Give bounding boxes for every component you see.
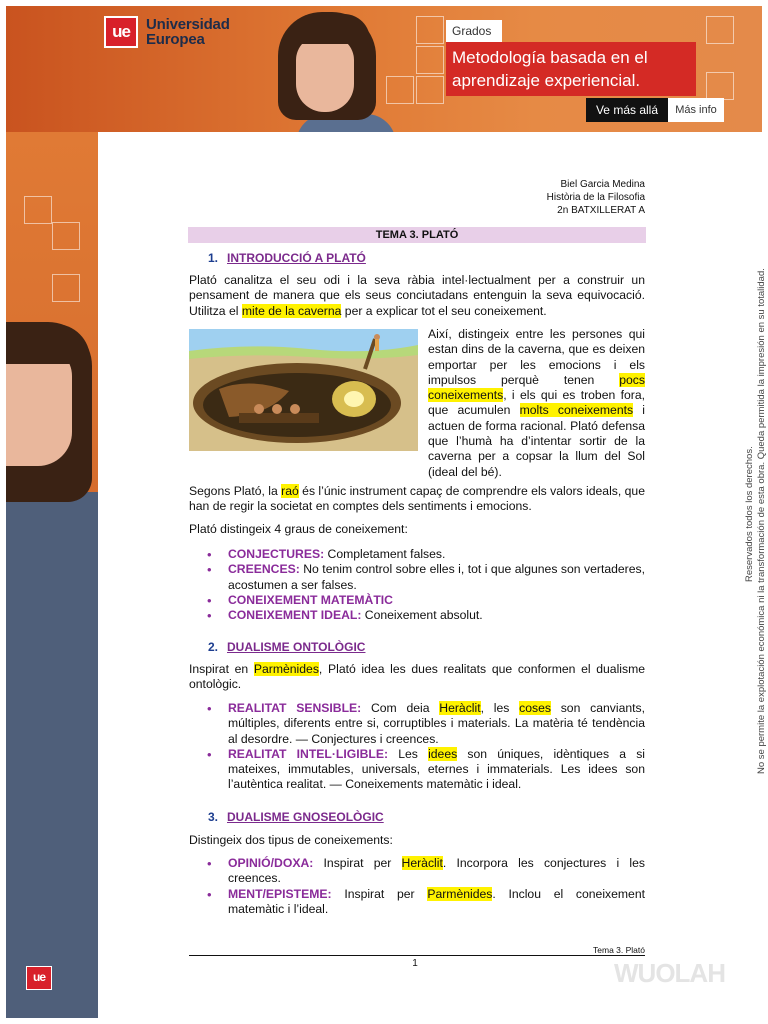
section-heading-3: 3. DUALISME GNOSEOLÒGIC <box>208 810 384 824</box>
list-item: • CONEIXEMENT MATEMÀTIC <box>207 592 393 608</box>
list-item: • REALITAT INTEL·LIGIBLE: Les idees son úniques, idèntiques a si mateixes, immutables, universals, eternes i immaterials. Les idees son l’autèntica realitat. — Coneixements matemàtic i ideal. <box>207 746 645 792</box>
grid-square <box>416 16 444 44</box>
subject-name: Història de la Filosofia <box>546 192 645 203</box>
wuolah-watermark: WUOLAH <box>614 958 725 988</box>
ue-logo[interactable]: ue <box>104 16 138 48</box>
grid-square <box>416 76 444 104</box>
author-name: Biel Garcia Medina <box>560 179 645 190</box>
ue-logo-small[interactable]: ue <box>26 966 52 990</box>
list-item: • CONJECTURES: Completament falses. <box>207 547 446 562</box>
document-title: TEMA 3. PLATÓ <box>188 227 646 243</box>
section-heading-1: 1. INTRODUCCIÓ A PLATÓ <box>208 251 366 265</box>
ad-banner-left[interactable] <box>6 132 98 1018</box>
footer-divider <box>189 955 645 956</box>
paragraph: Plató distingeix 4 graus de coneixement: <box>189 522 408 536</box>
list-item: • CONEIXEMENT IDEAL: Coneixement absolut. <box>207 608 483 624</box>
document-header <box>480 178 645 217</box>
paragraph: Segons Plató, la raó és l’únic instrument capaç de comprendre els valors ideals, que han de regir la societat en comptes dels sentiments i emocions. <box>189 484 645 514</box>
brand-name: Universidad Europea <box>146 16 230 48</box>
list-item: • REALITAT SENSIBLE: Com deia Heràclit, les coses son canviants, múltiples, diferents entre si, corruptibles i materials. La matèria té tendència al desordre. — Conjectures i creences. <box>207 701 646 746</box>
grid-square <box>52 274 80 302</box>
footer-title: Tema 3. Plató <box>593 945 645 955</box>
grid-square <box>24 196 52 224</box>
cave-allegory-image <box>189 329 418 451</box>
rights-notice-line1: Reservados todos los derechos. <box>744 446 755 582</box>
rights-notice-line2: No se permite la explotación económica ni la transformación de esta obra. Queda permitida la impresión en su totalidad. <box>756 268 767 774</box>
gnoseological-dualism-list <box>205 856 645 917</box>
paragraph: Distingeix dos tipus de coneixements: <box>189 833 393 847</box>
grid-square <box>416 46 444 74</box>
section-heading-2: 2. DUALISME ONTOLÒGIC <box>208 640 366 654</box>
list-item: • CREENCES: No tenim control sobre elles i, tot i que algunes son vertaderes, acostumen a ser falses. <box>207 562 645 592</box>
ad-tag: Grados <box>446 20 502 42</box>
grid-square <box>52 222 80 250</box>
ad-headline: Metodología basada en el aprendizaje experiencial. <box>446 42 696 96</box>
ontological-dualism-list <box>205 701 645 793</box>
page-number: 1 <box>412 958 418 969</box>
grid-square <box>706 72 734 100</box>
knowledge-degrees-list <box>205 547 645 623</box>
paragraph: Inspirat en Parmènides, Plató idea les dues realitats que conformen el dualisme ontològic. <box>189 662 646 692</box>
ad-cta-primary-button[interactable]: Ve más allá <box>586 98 668 122</box>
paragraph: Plató canalitza el seu odi i la seva ràbia intel·lectualment per a construir un pensament de manera que els seus conciutadans entenguin la seva equivocació. Utilitza el mite de la caverna per a explicar tot el seu coneixement. <box>189 273 645 318</box>
list-item: • OPINIÓ/DOXA: Inspirat per Heràclit. Incorpora les conjectures i les creences. <box>207 856 645 886</box>
course-name: 2n BATXILLERAT A <box>557 205 645 216</box>
ad-cta-secondary-button[interactable]: Más info <box>668 98 724 122</box>
grid-square <box>706 16 734 44</box>
grid-square <box>386 76 414 104</box>
paragraph: Així, distingeix entre les persones qui estan dins de la caverna, que es deixen emportar per les emocions i els impulsos perquè tenen pocs coneixements, i els qui es troben fora, que acumulen molts coneixements i actuen de forma racional. Plató defensa que l’humà ha d’intentar sortir de la caverna per a copsar la llum del Sol (ideal del bé). <box>428 327 645 479</box>
list-item: • MENT/EPISTEME: Inspirat per Parmènides. Inclou el coneixement matemàtic i l’ideal. <box>207 886 645 916</box>
